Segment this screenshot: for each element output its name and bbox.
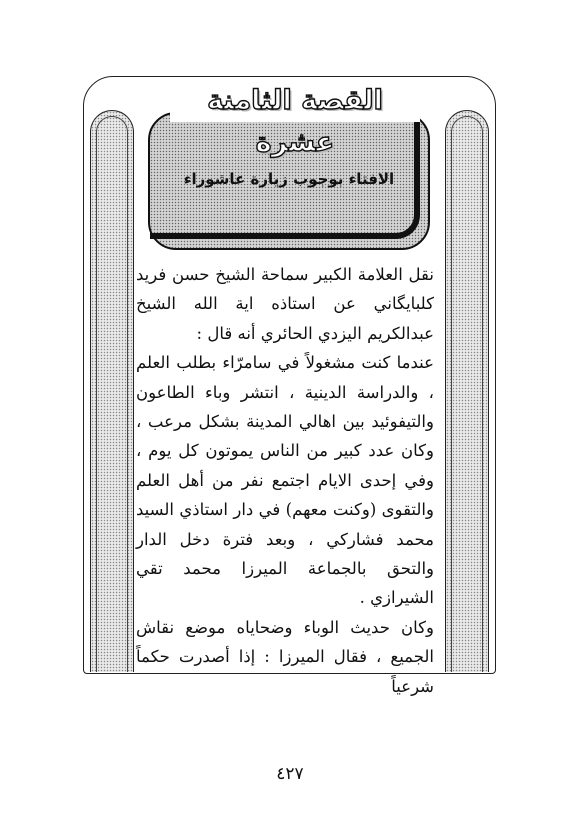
page-number: ٤٢٧ xyxy=(276,764,304,784)
paragraph: نقل العلامة الكبير سماحة الشيخ حسن فريد كلبايگاني عن استاذه اية الله الشيخ عبدالكريم اليزدي الحائري أنه قال : xyxy=(136,265,434,343)
left-decorative-column xyxy=(90,110,134,672)
paragraph: عندما كنت مشغولاً في سامرّاء بطلب العلم ، والدراسة الدينية ، انتشر وباء الطاعون والتيفوئيد بين اهالي المدينة بشكل مرعب ، وكان عدد كبير من الناس يموتون كل يوم ، وفي إحدى الايام اجتمع نفر من أهل العلم والتقوى (وكنت معهم) في دار استاذي السيد محمد فشاركي ، وبعد فترة دخل الدار والتحق بالجماعة الميرزا محمد تقي الشيرازي . xyxy=(136,353,434,608)
story-body xyxy=(136,260,434,696)
story-subtitle: الافتاء بوجوب زيارة عاشوراء xyxy=(183,170,395,188)
paragraph: وكان حديث الوباء وضحاياه موضع نقاش الجميع ، فقال الميرزا : إذا أصدرت حكماً شرعياً xyxy=(136,617,434,696)
right-decorative-column xyxy=(445,110,489,672)
chapter-title: القصة الثامنة عشرة xyxy=(170,80,420,122)
